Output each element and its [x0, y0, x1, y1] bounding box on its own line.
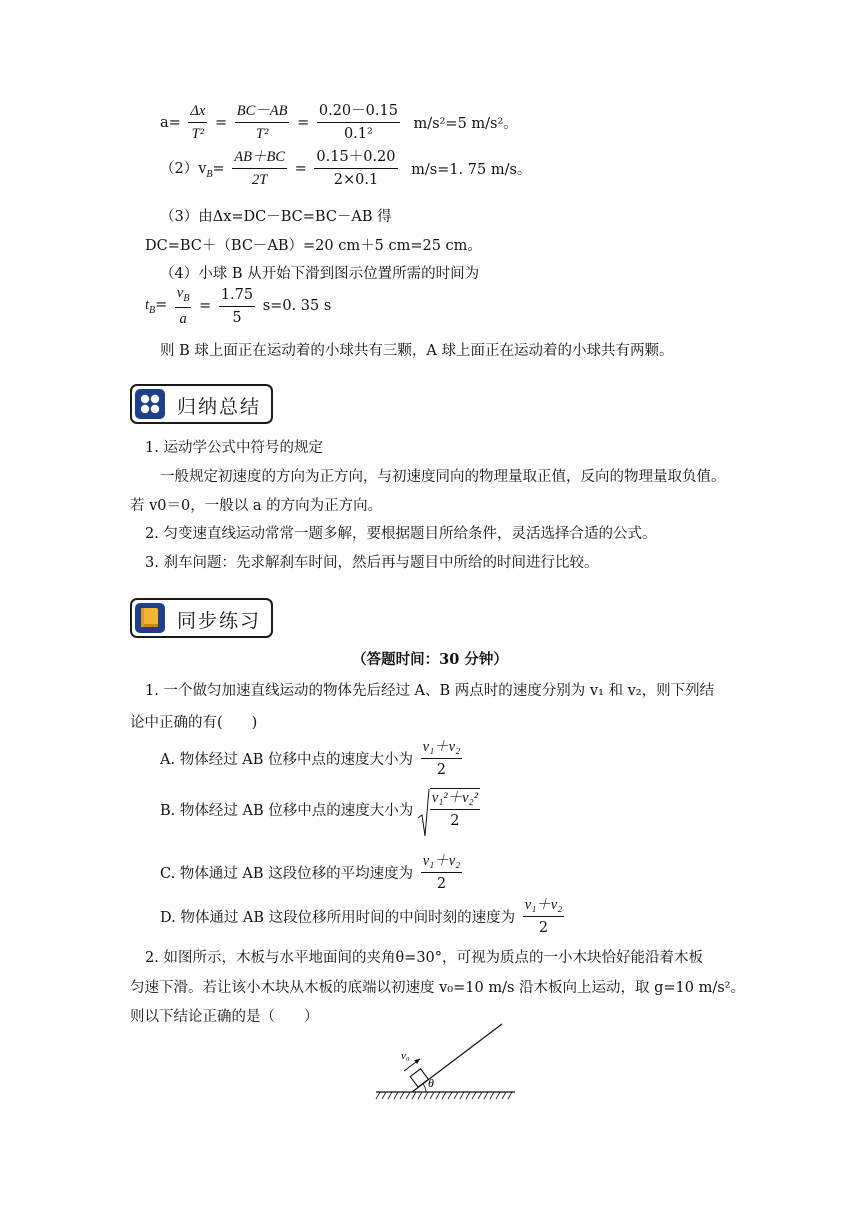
q1-option-d: D. 物体通过 AB 这段位移所用时间的中间时刻的速度为 $\frac{\text{v₁＋v₂}}{2}$	[160, 897, 563, 937]
fraction: $\frac{v_B}{a}$	[176, 285, 190, 328]
practice-heading	[130, 598, 273, 638]
summary-item-1-body-cont: 若 v0＝0，一般以 a 的方向为正方向。	[130, 498, 383, 514]
practice-heading-label: 同步练习	[177, 610, 262, 632]
v0-label: v₀	[401, 1050, 410, 1062]
q2-stem-cont: 匀速下滑。若让该小木块从木板的底端以初速度 v₀=10 m/s 沿木板向上运动，取 g=10 m/s²。	[130, 980, 745, 996]
solution-line-7: 则 B 球上面正在运动着的小球共有三颗，A 球上面正在运动着的小球共有两颗。	[160, 343, 674, 359]
fraction: $\frac{AB+BC}{2T}$	[234, 149, 286, 189]
fraction: $\frac{1.75}{5}$	[220, 286, 254, 326]
solution-line-2: $(2)v_B=$ $\frac{AB+BC}{2T}$ = $\frac{0.15+0.20}{2\times 0.1}$ m/s=1. 75 m/s。	[160, 149, 532, 189]
solution-line-1: a= $\frac{\Delta x}{\text{T²}}$ = $\frac{BC-AB}{\text{T²}}$ = $\frac{0.20-0.15}{\text{0.1²}}$ m/s²=5 m/s²。	[160, 103, 518, 143]
fraction: $\frac{\text{v₁＋v₂}}{2}$	[524, 897, 563, 937]
q1-option-a: A. 物体经过 AB 位移中点的速度大小为 $\frac{\text{v₁＋v₂}}{2}$	[160, 739, 461, 779]
four-petal-icon	[135, 389, 165, 419]
q1-option-c: C. 物体通过 AB 这段位移的平均速度为 $\frac{\text{v₁＋v₂}}{2}$	[160, 853, 461, 893]
summary-heading-label: 归纳总结	[177, 396, 262, 418]
fraction: $\frac{\text{v₁＋v₂}}{2}$	[422, 853, 461, 893]
ground-hatching	[376, 1092, 512, 1099]
book-icon	[135, 603, 165, 633]
solution-line-3: （3）由Δx=DC－BC=BC－AB 得	[160, 209, 392, 225]
square-root: $\frac{\text{v₁²＋v₂²}}{2}$	[418, 788, 483, 830]
q1-option-b: B. 物体经过 AB 位移中点的速度大小为 $\frac{\text{v₁²＋v₂²}}{2}$	[160, 788, 483, 830]
solution-line-5: （4）小球 B 从开始下滑到图示位置所需的时间为	[160, 266, 480, 282]
incline-figure	[370, 1020, 520, 1105]
fraction: $\frac{\Delta x}{\text{T²}}$	[190, 103, 206, 143]
fraction: $\frac{BC-AB}{\text{T²}}$	[236, 103, 288, 143]
fraction: $\frac{0.15+0.20}{2\times 0.1}$	[316, 149, 396, 189]
q2-stem-cont-2: 则以下结论正确的是（ ）	[130, 1009, 319, 1025]
theta-label: θ	[428, 1076, 434, 1090]
summary-item-1-body: 一般规定初速度的方向为正方向，与初速度同向的物理量取正值，反向的物理量取负值。	[160, 469, 726, 485]
fraction: $\frac{\text{v₁＋v₂}}{2}$	[422, 739, 461, 779]
q1-stem: 1. 一个做匀加速直线运动的物体先后经过 A、B 两点时的速度分别为 v₁ 和 v₂，则下列结	[145, 683, 715, 699]
summary-item-2: 2. 匀变速直线运动常常一题多解，要根据题目所给条件，灵活选择合适的公式。	[145, 526, 657, 542]
answer-time: （答题时间：30 分钟）	[352, 651, 508, 668]
q1-stem-cont: 论中正确的有( )	[130, 715, 258, 731]
block	[410, 1069, 428, 1087]
summary-item-1: 1. 运动学公式中符号的规定	[145, 440, 323, 456]
solution-line-6: $t_B=$ $\frac{v_B}{a}$ = $\frac{1.75}{5}$ s=0. 35 s	[145, 285, 332, 328]
solution-line-4: DC=BC＋（BC－AB）=20 cm＋5 cm=25 cm。	[145, 238, 482, 254]
fraction: $\frac{0.20-0.15}{\text{0.1²}}$	[318, 103, 398, 143]
angle-arc	[423, 1084, 426, 1092]
summary-heading	[130, 384, 273, 424]
q2-stem: 2. 如图所示，木板与水平地面间的夹角θ=30°，可视为质点的一小木块恰好能沿着木板	[145, 950, 704, 966]
summary-item-3: 3. 刹车问题：先求解刹车时间，然后再与题目中所给的时间进行比较。	[145, 555, 599, 571]
